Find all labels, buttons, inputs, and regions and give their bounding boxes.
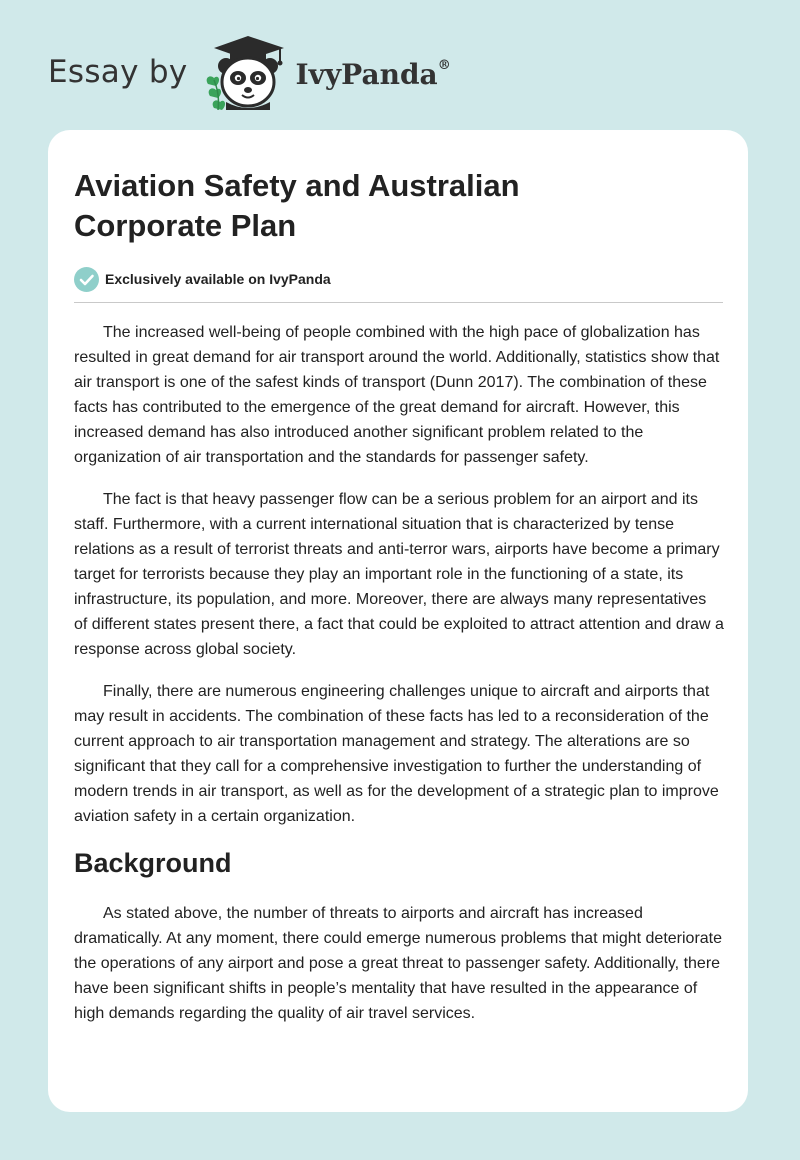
essay-by-label: Essay by [48,54,188,90]
section-heading-background: Background [74,848,232,878]
brand-name[interactable]: IvyPanda® [295,57,451,91]
check-circle-icon [74,267,99,292]
paragraph: As stated above, the number of threats to airports and aircraft has increased dramatically. At any moment, there could emerge numerous problems that might deteriorate the operations of any airport and pose a great threat to passenger safety. Additionally, there have been significant shifts in people’s mentality that have resulted in the appearance of high demands regarding the quality of air travel services. [74,905,723,1022]
paragraph: The increased well-being of people combined with the high pace of globalization has resulted in great demand for air transport around the world. Additionally, statistics show that air transport is one of the safest kinds of transport (Dunn 2017). The combination of these facts has contributed to the emergence of the great demand for aircraft. However, this increased demand has also introduced another significant problem related to the organization of air transportation and the standards for passenger safety. [74,324,720,466]
article-card [48,130,748,1112]
paragraph: Finally, there are numerous engineering challenges unique to aircraft and airports that may result in accidents. The combination of these facts has led to a reconsideration of the current approach to air transportation management and strategy. The alterations are so significant that they call for a comprehensive investigation to further the understanding of modern trends in air transport, as well as for the development of a strategic plan to improve aviation safety in a certain organization. [74,683,719,825]
title-divider [74,302,723,303]
panda-logo-icon[interactable] [200,34,292,110]
exclusive-badge [74,266,722,292]
site-header [48,34,451,110]
paragraph: The fact is that heavy passenger flow can be a serious problem for an airport and its staff. Furthermore, with a current international situation that is characterized by tense relations as a result of terrorist threats and anti-terror wars, airports have become a primary target for terrorists because they play an important role in the functioning of a state, its infrastructure, its population, and more. Moreover, there are always many representatives of different states present there, a fact that could be exploited to attract attention and draw a response across global society. [74,491,724,658]
registered-mark: ® [437,58,451,74]
exclusive-badge-text: Exclusively available on IvyPanda [105,271,331,287]
article-title: Aviation Safety and Australian Corporate Plan [74,168,520,243]
